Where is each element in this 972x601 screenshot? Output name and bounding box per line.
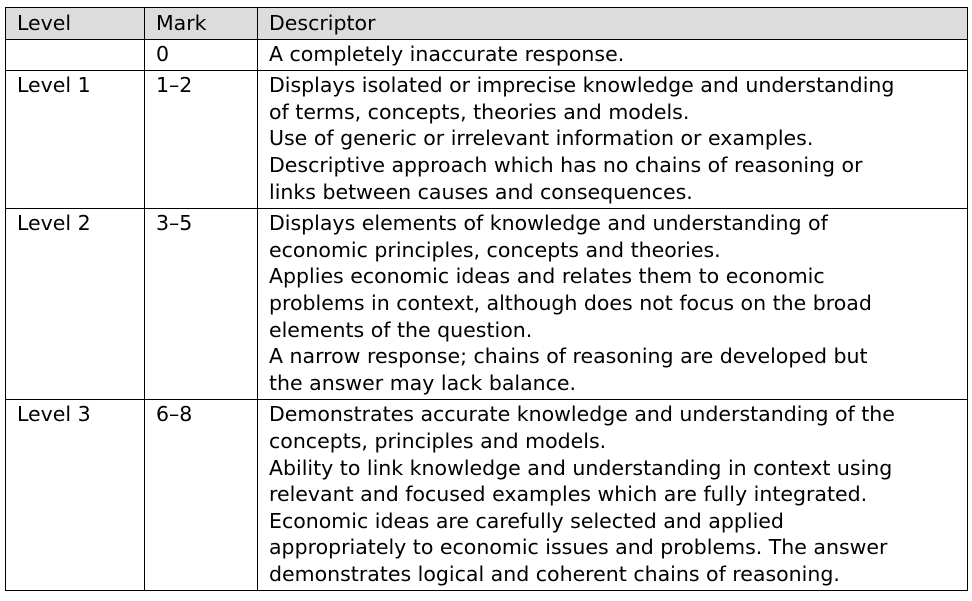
mark-cell: 3–5 xyxy=(145,209,258,400)
level-cell: Level 1 xyxy=(6,71,145,209)
descriptor-line: Displays isolated or imprecise knowledge and understanding xyxy=(269,73,895,98)
table-row xyxy=(6,71,968,209)
table-row xyxy=(6,209,968,400)
header-row xyxy=(6,8,968,40)
descriptor-line: elements of the question. xyxy=(269,317,533,342)
descriptor-cell xyxy=(258,209,968,400)
descriptor-line: concepts, principles and models. xyxy=(269,428,607,453)
table-row xyxy=(6,39,968,71)
descriptor-line: problems in context, although does not focus on the broad xyxy=(269,290,872,315)
descriptor-line: relevant and focused examples which are fully integrated. xyxy=(269,482,868,507)
descriptor-line: Economic ideas are carefully selected and applied xyxy=(269,508,784,533)
descriptor-column-header: Descriptor xyxy=(258,8,968,40)
level-cell: Level 3 xyxy=(6,400,145,591)
descriptor-line: Displays elements of knowledge and understanding of xyxy=(269,211,828,236)
descriptor-line: demonstrates logical and coherent chains of reasoning. xyxy=(269,561,840,586)
mark-cell: 0 xyxy=(145,39,258,71)
descriptor-line: Use of generic or irrelevant information or examples. xyxy=(269,126,814,151)
descriptor-line: Descriptive approach which has no chains of reasoning or xyxy=(269,152,863,177)
descriptor-line: A narrow response; chains of reasoning are developed but xyxy=(269,344,868,369)
descriptor-line: economic principles, concepts and theories. xyxy=(269,237,721,262)
descriptor-line: of terms, concepts, theories and models. xyxy=(269,99,690,124)
level-cell xyxy=(6,39,145,71)
descriptor-cell xyxy=(258,71,968,209)
descriptor-cell xyxy=(258,400,968,591)
descriptor-line: the answer may lack balance. xyxy=(269,370,577,395)
descriptor-line: Applies economic ideas and relates them to economic xyxy=(269,264,825,289)
table-row xyxy=(6,400,968,591)
mark-column-header: Mark xyxy=(145,8,258,40)
level-cell: Level 2 xyxy=(6,209,145,400)
descriptor-cell xyxy=(258,39,968,71)
level-column-header: Level xyxy=(6,8,145,40)
mark-cell: 6–8 xyxy=(145,400,258,591)
descriptor-line: A completely inaccurate response. xyxy=(269,41,625,66)
mark-cell: 1–2 xyxy=(145,71,258,209)
mark-scheme-table xyxy=(5,7,968,591)
descriptor-line: Demonstrates accurate knowledge and understanding of the xyxy=(269,402,895,427)
descriptor-line: appropriately to economic issues and problems. The answer xyxy=(269,535,888,560)
descriptor-line: Ability to link knowledge and understanding in context using xyxy=(269,455,893,480)
descriptor-line: links between causes and consequences. xyxy=(269,179,693,204)
